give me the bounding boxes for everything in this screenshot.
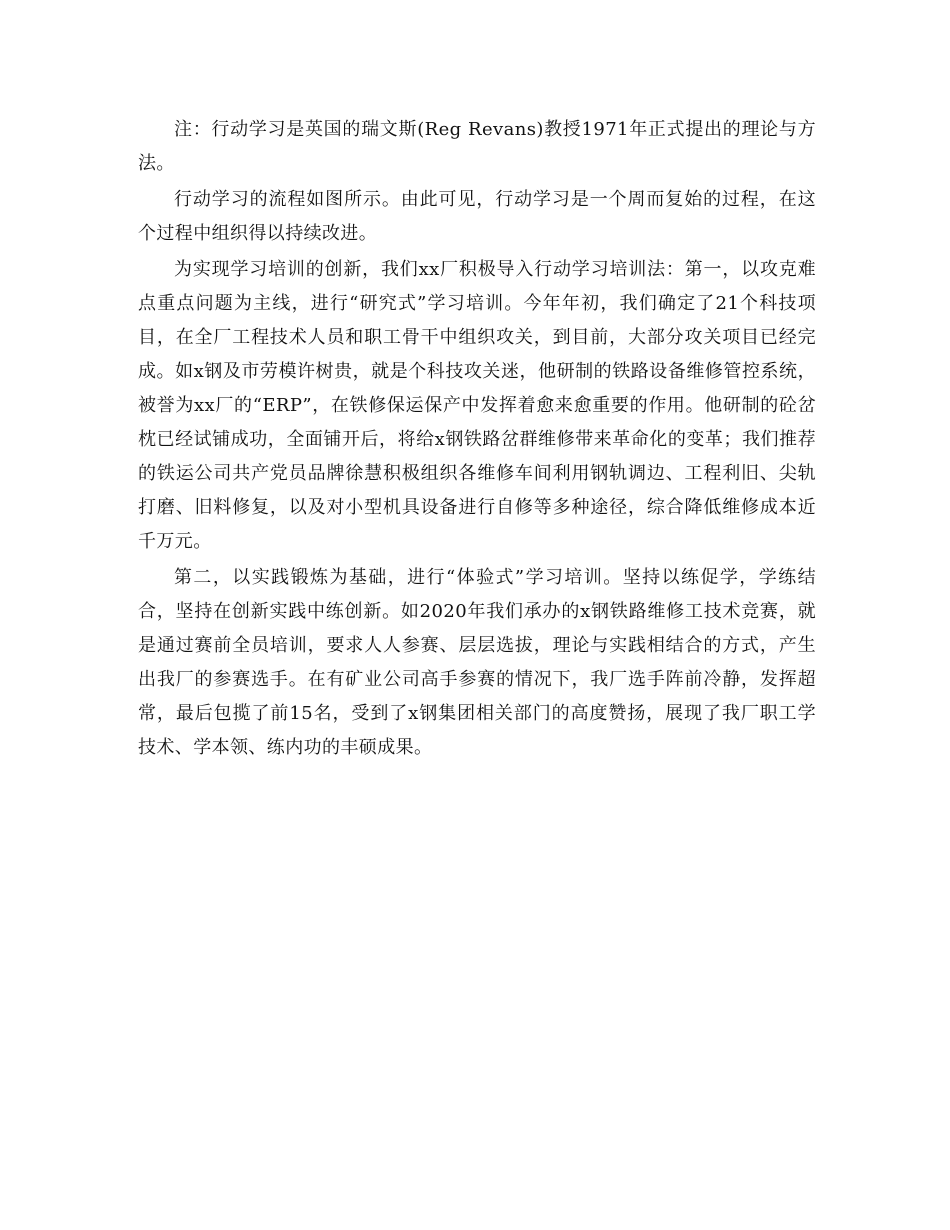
paragraph-flow: 行动学习的流程如图所示。由此可见，行动学习是一个周而复始的过程，在这个过程中组织得以持续改进。 <box>138 189 816 244</box>
document-body <box>138 113 816 767</box>
paragraph-first-method: 为实现学习培训的创新，我们xx厂积极导入行动学习培训法：第一，以攻克难点重点问题为主线，进行“研究式”学习培训。今年年初，我们确定了21个科技项目，在全厂工程技术人员和职工骨干中组织攻关，到目前，大部分攻关项目已经完成。如x钢及市劳模许树贵，就是个科技攻关迷，他研制的铁路设备维修管控系统，被誉为xx厂的“ERP”，在铁修保运保产中发挥着愈来愈重要的作用。他研制的砼岔枕已经试铺成功，全面铺开后，将给x钢铁路岔群维修带来革命化的变革；我们推荐的铁运公司共产党员品牌徐慧积极组织各维修车间利用钢轨调边、工程利旧、尖轨打磨、旧料修复，以及对小型机具设备进行自修等多种途径，综合降低维修成本近千万元。 <box>138 259 816 552</box>
paragraph-second-method: 第二，以实践锻炼为基础，进行“体验式”学习培训。坚持以练促学，学练结合，坚持在创新实践中练创新。如2020年我们承办的x钢铁路维修工技术竞赛，就是通过赛前全员培训，要求人人参赛、层层选拔，理论与实践相结合的方式，产生出我厂的参赛选手。在有矿业公司高手参赛的情况下，我厂选手阵前冷静，发挥超常，最后包揽了前15名，受到了x钢集团相关部门的高度赞扬，展现了我厂职工学技术、学本领、练内功的丰硕成果。 <box>138 567 816 758</box>
paragraph-note: 注：行动学习是英国的瑞文斯(Reg Revans)教授1971年正式提出的理论与方法。 <box>138 119 816 174</box>
